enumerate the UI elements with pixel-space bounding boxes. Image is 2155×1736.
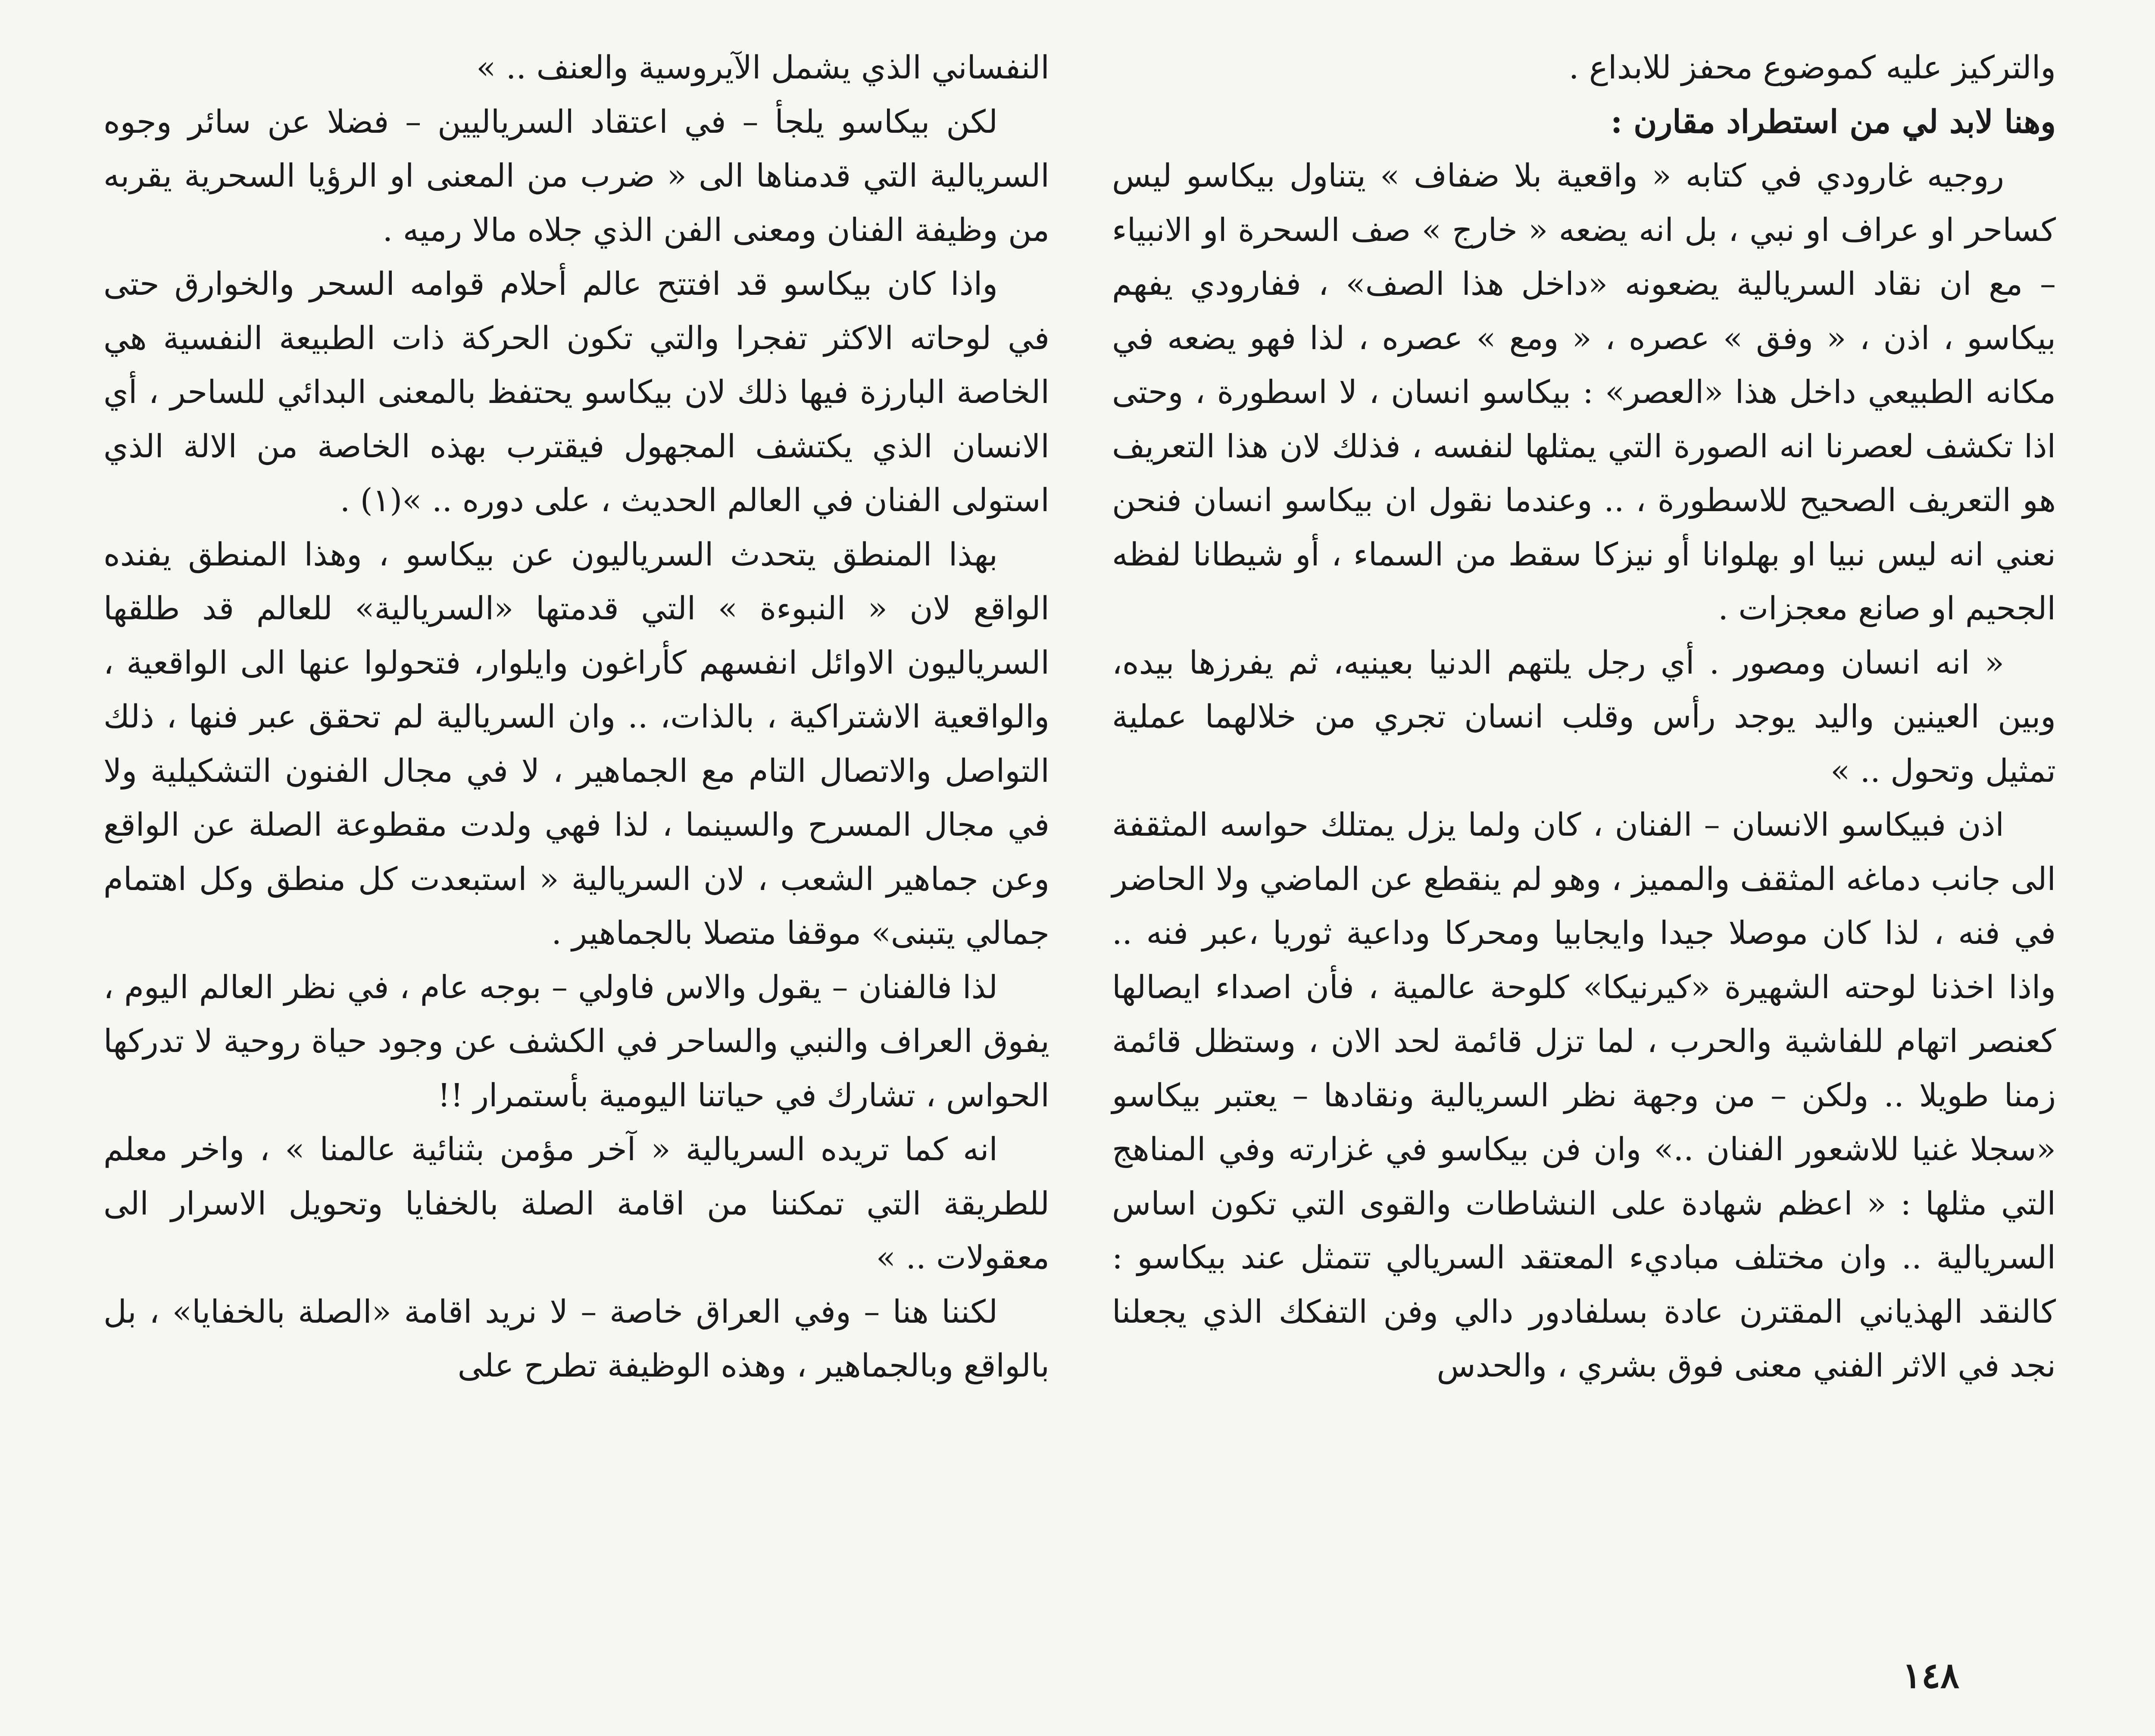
paragraph: والتركيز عليه كموضوع محفز للابداع . xyxy=(1568,49,2056,86)
paragraph: انه كما تريده السريالية « آخر مؤمن بثنائية عالمنا » ، واخر معلم للطريقة التي تمكننا من اقامة الصلة بالخفايا وتحويل الاسرار الى معقولات .. » xyxy=(103,1131,1049,1276)
paragraph: لذا فالفنان – يقول والاس فاولي – بوجه عام ، في نظر العالم اليوم ، يفوق العراف والنبي والساحر في الكشف عن وجود حياة روحية لا تدركها الحواس ، تشارك في حياتنا اليومية بأستمرار !! xyxy=(103,968,1049,1114)
paragraph: واذا كان بيكاسو قد افتتح عالم أحلام قوامه السحر والخوارق حتى في لوحاته الاكثر تفجرا والتي تكون الحركة ذات الطبيعة النفسية هي الخاصة البارزة فيها ذلك لان بيكاسو يحتفظ بالمعنى البدائي للساحر ، أي الانسان الذي يكتشف المجهول فيقترب بهذه الخاصة من الالة الذي استولى الفنان في العالم الحديث ، على دوره .. »(١) . xyxy=(103,265,1049,519)
paragraph: لكن بيكاسو يلجأ – في اعتقاد السرياليين – فضلا عن سائر وجوه السريالية التي قدمناها الى « ضرب من المعنى او الرؤيا السحرية يقربه من وظيفة الفنان ومعنى الفن الذي جلاه مالا رميه . xyxy=(103,103,1049,249)
paragraph: بهذا المنطق يتحدث السرياليون عن بيكاسو ، وهذا المنطق يفنده الواقع لان « النبوءة » التي قدمتها «السريالية» للعالم قد طلقها السرياليون الاوائل انفسهم كأراغون وايلوار، فتحولوا عنها الى الواقعية ، والواقعية الاشتراكية ، بالذات، .. وان السريالية لم تحقق عبر فنها ، ذلك التواصل والاتصال التام مع الجماهير ، لا في مجال الفنون التشكيلية ولا في مجال المسرح والسينما ، لذا فهي ولدت مقطوعة الصلة عن الواقع وعن جماهير الشعب ، لان السريالية « استبعدت كل منطق وكل اهتمام جمالي يتبنى» موقفا متصلا بالجماهير . xyxy=(103,536,1049,952)
section-subheading: وهنا لابد لي من استطراد مقارن : xyxy=(1610,103,2056,141)
left-text-column xyxy=(103,41,1049,1393)
right-text-column xyxy=(1112,41,2056,1393)
paragraph: لكننا هنا – وفي العراق خاصة – لا نريد اقامة «الصلة بالخفايا» ، بل بالواقع وبالجماهير ، وهذه الوظيفة تطرح على xyxy=(103,1293,1049,1384)
quote-paragraph: « انه انسان ومصور . أي رجل يلتهم الدنيا بعينيه، ثم يفرزها بيده، وبين العينين واليد يوجد رأس وقلب انسان تجري من خلالهما عملية تمثيل وتحول .. » xyxy=(1112,644,2056,790)
paragraph: روجيه غارودي في كتابه « واقعية بلا ضفاف » يتناول بيكاسو ليس كساحر او عراف او نبي ، بل انه يضعه « خارج » صف السحرة او الانبياء – مع ان نقاد السريالية يضعونه «داخل هذا الصف» ، ففارودي يفهم بيكاسو ، اذن ، « وفق » عصره ، « ومع » عصره ، لذا فهو يضعه في مكانه الطبيعي داخل هذا «العصر» : بيكاسو انسان ، لا اسطورة ، وحتى اذا تكشف لعصرنا انه الصورة التي يمثلها لنفسه ، فذلك لان هذا التعريف هو التعريف الصحيح للاسطورة ، .. وعندما نقول ان بيكاسو انسان فنحن نعني انه ليس نبيا او بهلوانا أو نيزكا سقط من السماء ، أو شيطانا لفظه الجحيم او صانع معجزات . xyxy=(1112,157,2056,627)
paragraph: النفساني الذي يشمل الآيروسية والعنف .. » xyxy=(476,49,1049,86)
page-number: ١٤٨ xyxy=(1902,1655,1960,1696)
paragraph: اذن فبيكاسو الانسان – الفنان ، كان ولما يزل يمتلك حواسه المثقفة الى جانب دماغه المثقف والمميز ، وهو لم ينقطع عن الماضي ولا الحاضر في فنه ، لذا كان موصلا جيدا وايجابيا ومحركا وداعية ثوريا ،عبر فنه .. واذا اخذنا لوحته الشهيرة «كيرنيكا» كلوحة عالمية ، فأن اصداء ايصالها كعنصر اتهام للفاشية والحرب ، لما تزل قائمة لحد الان ، وستظل قائمة زمنا طويلا .. ولكن – من وجهة نظر السريالية ونقادها – يعتبر بيكاسو «سجلا غنيا للاشعور الفنان ..» وان فن بيكاسو في غزارته وفي المناهج التي مثلها : « اعظم شهادة على النشاطات والقوى التي تكون اساس السريالية .. وان مختلف مباديء المعتقد السريالي تتمثل عند بيكاسو : كالنقد الهذياني المقترن عادة بسلفادور دالي وفن التفكك الذي يجعلنا نجد في الاثر الفني معنى فوق بشري ، والحدس xyxy=(1112,806,2056,1384)
